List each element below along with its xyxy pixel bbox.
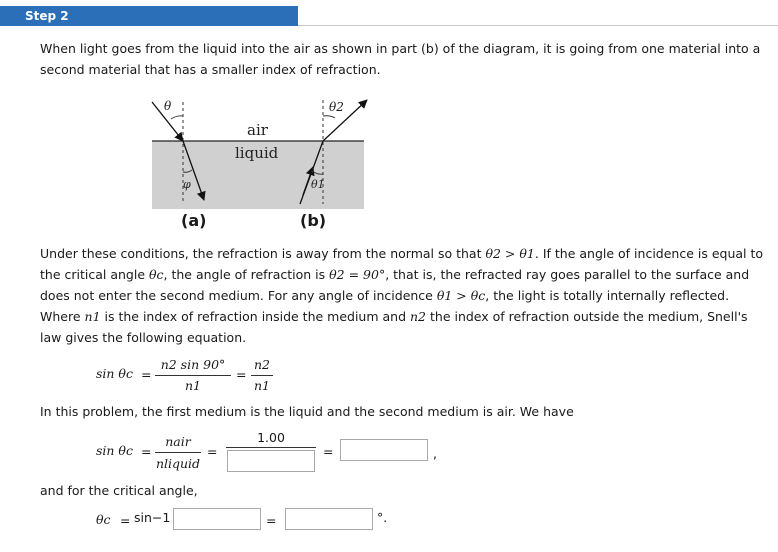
math-n1: n1 [84, 309, 101, 324]
problem-paragraph: In this problem, the first medium is the liquid and the second medium is air. We have [40, 404, 574, 419]
explanation-text-1: Under these conditions, the refraction is away from the normal so that [40, 246, 486, 261]
eq2-equals-2: = [207, 444, 218, 459]
theta-arc-a [171, 116, 183, 119]
explanation-text-3: , the angle of refraction is [163, 267, 330, 282]
eq2-fraction-bar-1 [155, 452, 201, 453]
eq3-equals: = [120, 513, 131, 528]
diagram-label-b: (b) [300, 211, 327, 230]
eq3-equals-2: = [266, 513, 277, 528]
math-n2: n2 [410, 309, 427, 324]
theta1-label-b: θ1 [311, 178, 325, 191]
diagram-label-a: (a) [181, 211, 207, 230]
refraction-diagram [140, 94, 380, 234]
explanation-paragraph [40, 243, 768, 348]
eq2-fraction-bar-2 [226, 447, 316, 448]
eq2-numerator-1: nair [165, 434, 191, 449]
theta-label-a: θ [164, 99, 172, 113]
theta2-label-b: θ2 [329, 100, 344, 114]
eq1-fraction-bar-2 [251, 375, 273, 376]
critical-angle-input[interactable] [285, 508, 373, 530]
step-header: Step 2 [0, 6, 298, 26]
explanation-text-5: , the light is totally internally reflected. Where [40, 288, 730, 324]
eq3-arcsin: sin−1 [134, 510, 171, 525]
eq1-fraction-bar-1 [155, 375, 231, 376]
theta2-arc-b [323, 116, 335, 118]
eq3-lhs: θc [96, 512, 111, 527]
sine-critical-angle-input[interactable] [340, 439, 428, 461]
air-label: air [247, 121, 268, 139]
eq2-numerator-2: 1.00 [257, 430, 285, 445]
eq1-equals: = [141, 367, 152, 382]
liquid-label: liquid [235, 144, 279, 162]
header-divider [298, 25, 778, 26]
math-theta2-gt-theta1: θ2 > θ1 [485, 246, 535, 261]
phi-label-a: φ [183, 178, 191, 191]
arcsin-argument-input[interactable] [173, 508, 261, 530]
liquid-index-input[interactable] [227, 450, 315, 472]
eq1-numerator-1: n2 sin 90° [160, 357, 226, 372]
math-theta-c: θc [148, 267, 164, 282]
explanation-text-7: the index of refraction outside the medium, Snell's law gives the following equation. [40, 309, 748, 345]
eq2-lhs: sin θc [96, 443, 133, 458]
eq1-numerator-2: n2 [253, 357, 270, 372]
eq1-equals-2: = [236, 367, 247, 382]
explanation-text-2: . If the angle of incidence is equal to the critical angle [40, 246, 764, 282]
eq1-lhs: sin θc [96, 366, 133, 381]
math-theta1-gt-thetac: θ1 > θc [436, 288, 486, 303]
critical-angle-text: and for the critical angle, [40, 483, 198, 498]
eq2-comma: , [433, 446, 437, 461]
eq1-denominator-2: n1 [253, 378, 270, 393]
explanation-text-4: , that is, the refracted ray goes parallel to the surface and does not enter the second medium. For any angle of incidence [40, 267, 750, 303]
eq2-equals-3: = [323, 444, 334, 459]
intro-paragraph: When light goes from the liquid into the air as shown in part (b) of the diagram, it is going from one material into a second material that has a smaller index of refraction. [40, 41, 761, 77]
eq2-denominator-1: nliquid [155, 456, 201, 471]
math-theta2-eq-90: θ2 = 90° [329, 267, 386, 282]
eq2-equals: = [141, 444, 152, 459]
eq1-denominator-1: n1 [184, 378, 201, 393]
degree-unit: °. [377, 510, 388, 525]
explanation-text-6: is the index of refraction inside the medium and [100, 309, 410, 324]
